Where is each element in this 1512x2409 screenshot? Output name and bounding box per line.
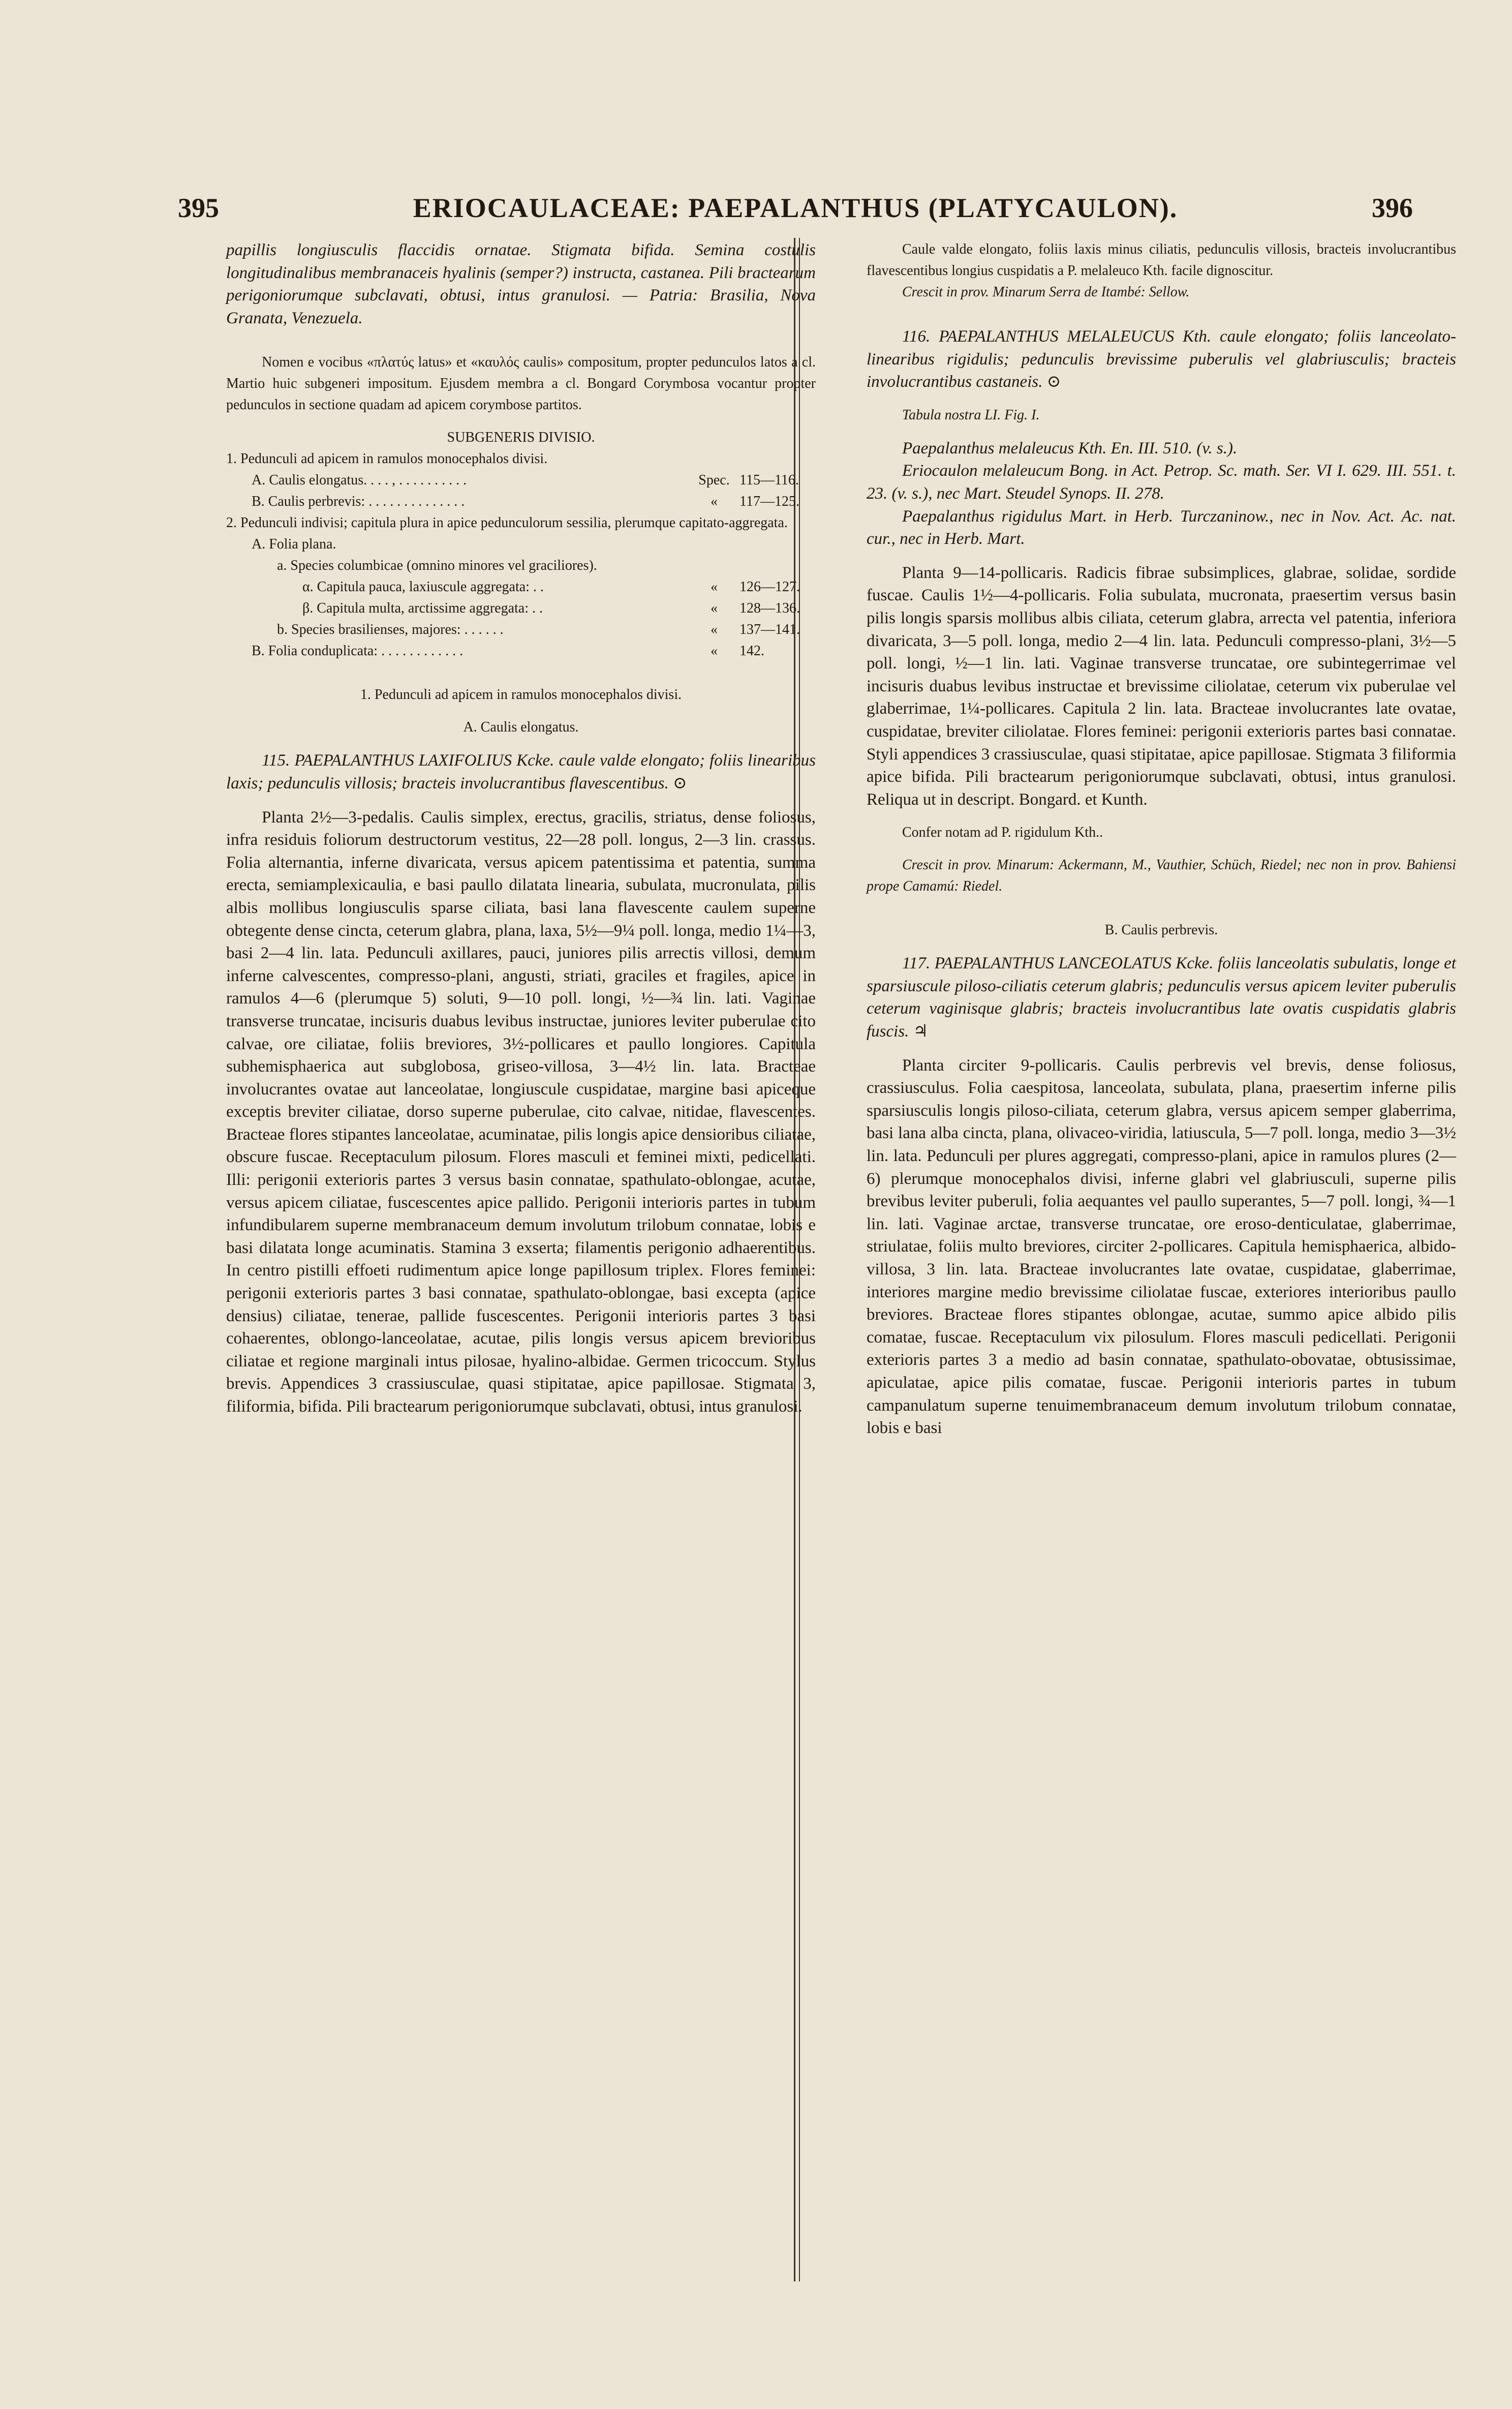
left-column (226, 239, 816, 1418)
paragraph-nomen: Nomen e vocibus «πλατύς latus» et «καυλός caulis» compositum, propter pedunculos latos a cl. Martio huic subgeneri impositum. Ejusdem membra a cl. Bongard Corymbosa vocantur propter pedunculos in sectione quadam ad apicem corymbose partitos. (226, 354, 816, 413)
running-title: ERIOCAULACEAE: PAEPALANTHUS (PLATYCAULON). (413, 193, 1178, 223)
division-label: 2. Pedunculi indivisi; capitula plura in apice pedunculorum sessilia, plerumque capitato-aggregata. (226, 515, 788, 531)
division-marker: « (711, 579, 718, 595)
division-marker: « (711, 494, 718, 510)
division-row (226, 448, 816, 470)
division-row (226, 470, 816, 491)
division-table (226, 448, 816, 662)
division-label: B. Folia conduplicata: . . . . . . . . . . . . (252, 643, 464, 659)
division-marker: « (711, 622, 718, 638)
species-115-description: Planta 2½—3-pedalis. Caulis simplex, erectus, gracilis, striatus, dense foliosus, infra residuis foliorum destructorum vestitus, 22—28 poll. longus, 2—3 lin. crassus. Folia alternantia, inferne divaricata, versus apicem patentissima et patentia, summa erecta, semiamplexicaulia, e basi paullo dilatata linearia, subulata, mucronulata, pilis albis mollibus longiusculis sparse ciliata, basi lana flavescente caulem superne obtegente dense cincta, ceterum glabra, plana, laxa, 5½—9¼ poll. longa, medio 1¼—3, basi 2—4 lin. lata. Pedunculi axillares, pauci, juniores pilis arrectis villosi, demum inferne calvescentes, compresso-plani, angusti, striati, graciles et fragiles, apice in ramulos 4—6 (plerumque 5) soluti, 9—10 poll. longi, ½—¾ lin. lati. Vaginae transverse truncatae, incisuris duabus levibus instructae, juniores leviter puberulae cito calvae, ore ciliatae, foliis breviores, 3½-pollicares et paullo longiores. Capitula subhemisphaerica aut subglobosa, griseo-villosa, 3—4½ lin. lata. Bracteae involucrantes ovatae aut lanceolatae, longiuscule cuspidatae, margine basi apiceque exceptis breviter ciliatae, dorso superne puberulae, cito calvae, nitidae, flavescentes. Bracteae flores stipantes lanceolatae, acuminatae, pilis longis apice densioribus ciliatae, obscure fuscae. Receptaculum pilosum. Flores masculi et feminei mixti, pedicellati. Illi: perigonii exterioris partes 3 versus basin connatae, spathulato-oblongae, acutae, versus apicem ciliatae, fuscescentes apice pallido. Perigonii interioris partes in tubum infundibularem superne membranaceum demum involutum trilobum connatae, lobis e basi dilatata longe acuminatis. Stamina 3 exserta; filamentis perigonio adhaerentibus. In centro pistilli effoeti rudimentum apice longe papillosum triplex. Flores feminei: perigonii exterioris partes 3 basi connatae, spathulato-oblongae, basi excepta (apice densius) ciliatae, tenerae, pallide fuscescentes. Perigonii interioris partes 3 basi cohaerentes, oblongo-lanceolatae, acutae, pilis longis versus apicem brevioribus ciliatae et regione marginali intus pilosae, hyalino-albidae. Germen tricoccum. Stylus brevis. Appendices 3 crassiusculae, quasi stipitatae, apice papillosae. Stigmata 3, filiformia, bifida. Pili bractearum perigoniorumque subclavati, obtusi, intus granulosi. (226, 808, 816, 1416)
habitat-116: Crescit in prov. Minarum: Ackermann, M., Vauthier, Schüch, Riedel; nec non in prov. Bahiensi prope Camamú: Riedel. (867, 857, 1456, 895)
division-range: 126—127. (739, 579, 800, 595)
division-label: α. Capitula pauca, laxiuscule aggregata: . . (302, 579, 544, 595)
page-number-right: 396 (1372, 193, 1413, 223)
division-row (226, 491, 816, 512)
division-range: 142. (739, 643, 764, 659)
division-marker (689, 448, 739, 470)
page-header (178, 192, 1413, 228)
division-row (226, 619, 816, 641)
division-title: SUBGENERIS DIVISIO. (447, 430, 595, 446)
division-label: β. Capitula multa, arctissime aggregata: . . (302, 600, 543, 617)
division-row (226, 576, 816, 598)
division-range (739, 448, 816, 470)
paragraph-intro-end: papillis longiusculis flaccidis ornatae. Stigmata bifida. Semina costulis longitudinalibus membranaceis hyalinis (semper?) instructa, castanea. Pili bractearum perigoniorumque subclavati, obtusi, intus granulosi. — Patria: Brasilia, Nova Granata, Venezuela. (226, 241, 816, 327)
page-number-left: 395 (178, 193, 219, 223)
species-116-description: Planta 9—14-pollicaris. Radicis fibrae subsimplices, glabrae, solidae, sordide fuscae. Caulis 1½—4-pollicaris. Folia subulata, mucronata, praesertim versus basin pilis longis sparsis mollibus albis ciliata, ceterum glabra, arrecta vel patentia, inferiora divaricata, 3—5 poll. longa, medio 2—4 lin. lata. Pedunculi compresso-plani, 3½—5 poll. longi, ½—1 lin. lati. Vaginae transverse truncatae, ore subintegerrimae vel incisuris duabus levibus instructae et brevissime ciliolatae, ceterum vix puberulae vel glaberrimae, 1¼-pollicares. Capitula 2 lin. lata. Bracteae involucrantes late ovatae, cuspidatae, breviter ciliolatae. Flores feminei: perigonii exterioris partes basi connatae. Styli appendices 3 crassiusculae, quasi stipitatae, apice papillosae. Stigmata 3 filiformia apice bifida. Pili bractearum perigoniorumque subclavati, obtusi, intus granulosi. Reliqua ut in descript. Bongard. et Kunth. (867, 563, 1456, 809)
division-range: 115—116. (739, 472, 799, 489)
species-117-description: Planta circiter 9-pollicaris. Caulis perbrevis vel brevis, dense foliosus, crassiusculus. Folia caespitosa, lanceolata, subulata, plana, praesertim inferne pilis sparsiusculis longis piloso-ciliata, ceterum glabra, versus apicem semper glaberrima, basi lana alba cincta, plana, olivaceo-viridia, latiuscula, 5—7 poll. longa, medio 3—3½ lin. lata. Pedunculi per plures aggregati, compresso-plani, apice in ramulos plures (2—6) plerumque monocephalos divisi, inferne glabri vel glabriusculi, superne pilis brevibus leviter puberuli, folia aequantes vel paullo superantes, 5—7 poll. longi, ¾—1 lin. lati. Vaginae arctae, transverse truncatae, ore eroso-denticulatae, glaberrimae, striulatae, foliis multo breviores, circiter 2-pollicares. Capitula hemisphaerica, albido-villosa, 3 lin. lata. Bracteae involucrantes late ovatae, cuspidatae, glaberrimae, interiores margine medio brevissime ciliolatae fuscae, exteriores interioribus paullo breviores. Bracteae flores stipantes oblongae, acutae, summo apice albido pilis comatae, fuscae. Receptaculum vix pilosulum. Flores masculi pedicellati. Perigonii exterioris partes 3 a medio ad basin connatae, spathulato-obovatae, obtusissimae, apiculatae, apice pilis comatae, fuscae. Perigonii interioris partes in tubum campanulatum superne tenuimembranaceum demum involutum trilobum connatae, lobis e basi (867, 1056, 1456, 1438)
division-label: a. Species columbicae (omnino minores vel graciliores). (277, 558, 597, 574)
division-range (739, 534, 816, 555)
subheading-caulis-elongatus: A. Caulis elongatus. (463, 719, 579, 736)
division-row (226, 534, 816, 555)
division-marker: « (711, 600, 718, 617)
division-label: b. Species brasilienses, majores: . . . . . . (277, 622, 504, 638)
subheading-pedunculi: 1. Pedunculi ad apicem in ramulos monocephalos divisi. (360, 687, 682, 703)
plate-reference: Tabula nostra LI. Fig. I. (902, 407, 1040, 423)
paragraph-diagnosis-115: Caule valde elongato, foliis laxis minus ciliatis, pedunculis villosis, bracteis involucrantibus flavescentibus longius cuspidatis a P. melaleuco Kth. facile dignoscitur. (867, 241, 1456, 279)
division-range: 128—136. (739, 600, 800, 617)
division-label: 1. Pedunculi ad apicem in ramulos monocephalos divisi. (226, 451, 548, 467)
division-range: 137—141. (739, 622, 800, 638)
confer-note: Confer notam ad P. rigidulum Kth.. (902, 825, 1103, 841)
synonym-3: Paepalanthus rigidulus Mart. in Herb. Turczaninow., nec in Nov. Act. Ac. nat. cur., nec in Herb. Mart. (867, 507, 1456, 548)
paragraph-habitat-115: Crescit in prov. Minarum Serra de Itambé: Sellow. (902, 284, 1190, 300)
division-row (226, 641, 816, 662)
synonym-1: Paepalanthus melaleucus Kth. En. III. 510. (v. s.). (902, 439, 1238, 458)
division-marker: Spec. (698, 472, 730, 489)
division-label: A. Caulis elongatus. . . . , . . . . . . . . . . (252, 472, 467, 489)
division-label: B. Caulis perbrevis: . . . . . . . . . . . . . . (252, 494, 465, 510)
division-marker: « (711, 643, 718, 659)
subheading-caulis-perbrevis: B. Caulis perbrevis. (1104, 922, 1218, 938)
synonym-2: Eriocaulon melaleucum Bong. in Act. Petrop. Sc. math. Ser. VI I. 629. III. 551. t. 23. (v. s.), nec Mart. Steudel Synops. II. 278. (867, 462, 1456, 503)
division-range: 117—125. (739, 494, 799, 510)
division-row (226, 598, 816, 619)
division-row (226, 512, 816, 534)
species-116-heading: 116. PAEPALANTHUS MELALEUCUS Kth. caule elongato; foliis lanceolato-linearibus rigidulis; pedunculis brevissime puberulis vel glabriusculis; bracteis involucrantibus castaneis. ⊙ (867, 327, 1456, 391)
species-117-heading: 117. PAEPALANTHUS LANCEOLATUS Kcke. foliis lanceolatis subulatis, longe et sparsiuscule piloso-ciliatis ceterum glabris; pedunculis versus apicem leviter puberulis ceterum vaginisque glabris; bracteis involucrantibus late ovatis cuspidatis glabris fuscis. ♃ (867, 954, 1456, 1041)
species-115-heading: 115. PAEPALANTHUS LAXIFOLIUS Kcke. caule valde elongato; foliis linearibus laxis; pedunculis villosis; bracteis involucrantibus flavescentibus. ⊙ (226, 751, 816, 792)
division-row (226, 555, 816, 576)
division-label: A. Folia plana. (252, 536, 336, 553)
right-column (867, 239, 1456, 1440)
division-marker (689, 534, 739, 555)
